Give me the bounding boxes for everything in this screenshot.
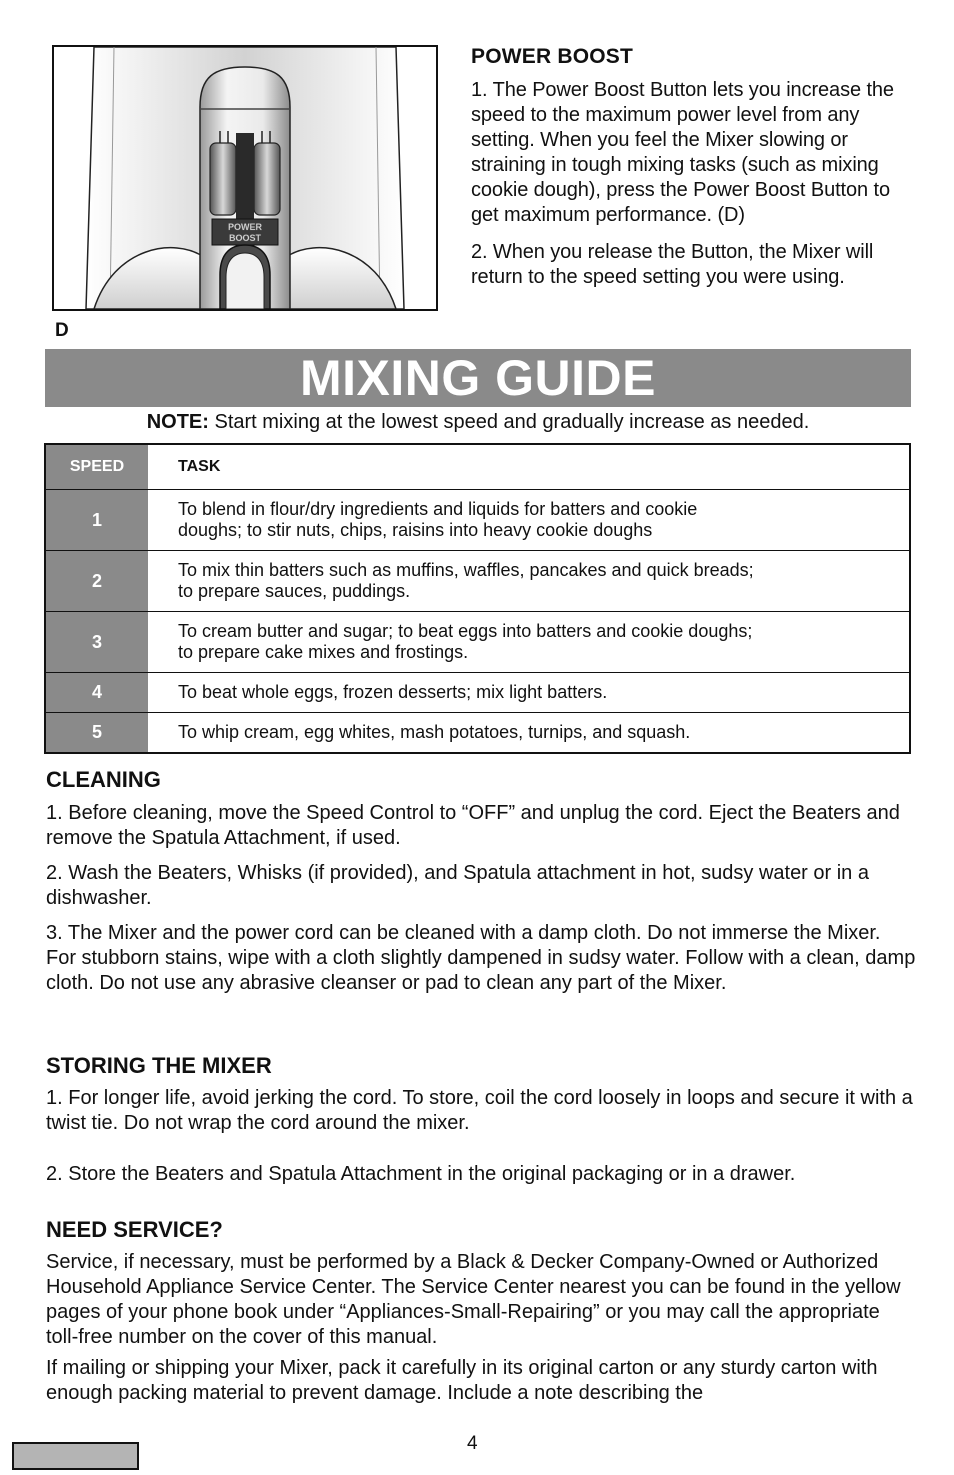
note-label: NOTE: — [146, 411, 209, 433]
task-line: To blend in flour/dry ingredients and liquids for batters and cookie — [178, 499, 698, 519]
cleaning-heading: CLEANING — [46, 767, 161, 792]
mixer-handle-illustration — [54, 47, 436, 309]
page-number: 4 — [467, 1433, 478, 1454]
task-line: To mix thin batters such as muffins, waffles, pancakes and quick breads; — [178, 560, 754, 580]
task-column-header: TASK — [148, 444, 910, 490]
power-boost-paragraph-2: 2. When you release the Button, the Mixer will return to the speed setting you were using. — [471, 241, 874, 288]
figure-label: D — [55, 320, 69, 341]
table-header-row — [45, 444, 910, 490]
task-line: To whip cream, egg whites, mash potatoes, turnips, and squash. — [178, 721, 691, 742]
storing-paragraph-2: 2. Store the Beaters and Spatula Attachment in the original packaging or in a drawer. — [46, 1163, 796, 1185]
service-paragraph-2: If mailing or shipping your Mixer, pack it carefully in its original carton or any sturdy carton with enough packing material to prevent damage. Include a note describing the — [46, 1357, 878, 1404]
power-boost-label-line2: BOOST — [228, 233, 262, 243]
task-line: to prepare cake mixes and frostings. — [178, 642, 469, 662]
power-boost-heading: POWER BOOST — [471, 45, 634, 68]
speed-column-header: SPEED — [45, 444, 148, 490]
task-cell — [148, 612, 910, 673]
task-line: doughs; to stir nuts, chips, raisins into heavy cookie doughs — [178, 520, 653, 540]
task-line: To beat whole eggs, frozen desserts; mix light batters. — [178, 682, 608, 702]
task-cell — [148, 673, 910, 713]
table-row — [45, 612, 910, 673]
speed-cell: 5 — [45, 713, 148, 753]
task-line: to prepare sauces, puddings. — [178, 581, 411, 601]
table-row — [45, 490, 910, 551]
task-line: To cream butter and sugar; to beat eggs into batters and cookie doughs; — [178, 621, 753, 641]
speed-cell: 2 — [45, 551, 148, 612]
service-heading: NEED SERVICE? — [46, 1217, 223, 1242]
table-row — [45, 673, 910, 713]
mixing-guide-banner: MIXING GUIDE — [45, 349, 911, 407]
storing-paragraph-1: 1. For longer life, avoid jerking the cord. To store, coil the cord loosely in loops and secure it with a twist tie. Do not wrap the cord around the mixer. — [46, 1087, 913, 1134]
speed-cell: 3 — [45, 612, 148, 673]
task-cell — [148, 490, 910, 551]
task-cell — [148, 713, 910, 753]
speed-cell: 4 — [45, 673, 148, 713]
speed-cell: 1 — [45, 490, 148, 551]
task-cell — [148, 551, 910, 612]
figure-d-illustration — [52, 45, 438, 311]
power-boost-paragraph-1: 1. The Power Boost Button lets you increase the speed to the maximum power level from any setting. When you feel the Mixer slowing or straining in tough mixing tasks (such as mixing cookie dough), press the Power Boost Button to get maximum performance. (D) — [471, 79, 894, 226]
service-paragraph-1: Service, if necessary, must be performed by a Black & Decker Company-Owned or Authorized Household Appliance Service Center. The Service Center nearest you can be found in the yellow pages of your phone book under “Appliances-Small-Repairing” or you may call the appropriate toll-free number on the cover of this manual. — [46, 1251, 901, 1348]
mixing-guide-table — [44, 443, 911, 754]
note-text: Start mixing at the lowest speed and gradually increase as needed. — [208, 411, 810, 433]
power-boost-label-line1: POWER — [227, 222, 263, 232]
footer-tab-box — [12, 1442, 139, 1470]
cleaning-paragraph-3: 3. The Mixer and the power cord can be cleaned with a damp cloth. Do not immerse the Mixer. For stubborn stains, wipe with a cloth slightly dampened in sudsy water. Follow with a clean, damp cloth. Do not use any abrasive cleanser or pad to clean any part of the Mixer. — [46, 922, 916, 994]
storing-heading: STORING THE MIXER — [46, 1053, 272, 1078]
table-row — [45, 551, 910, 612]
mixing-guide-note — [45, 411, 911, 434]
cleaning-paragraph-2: 2. Wash the Beaters, Whisks (if provided), and Spatula attachment in hot, sudsy water or in a dishwasher. — [46, 862, 869, 909]
table-row — [45, 713, 910, 753]
cleaning-paragraph-1: 1. Before cleaning, move the Speed Control to “OFF” and unplug the cord. Eject the Beaters and remove the Spatula Attachment, if used. — [46, 802, 900, 849]
